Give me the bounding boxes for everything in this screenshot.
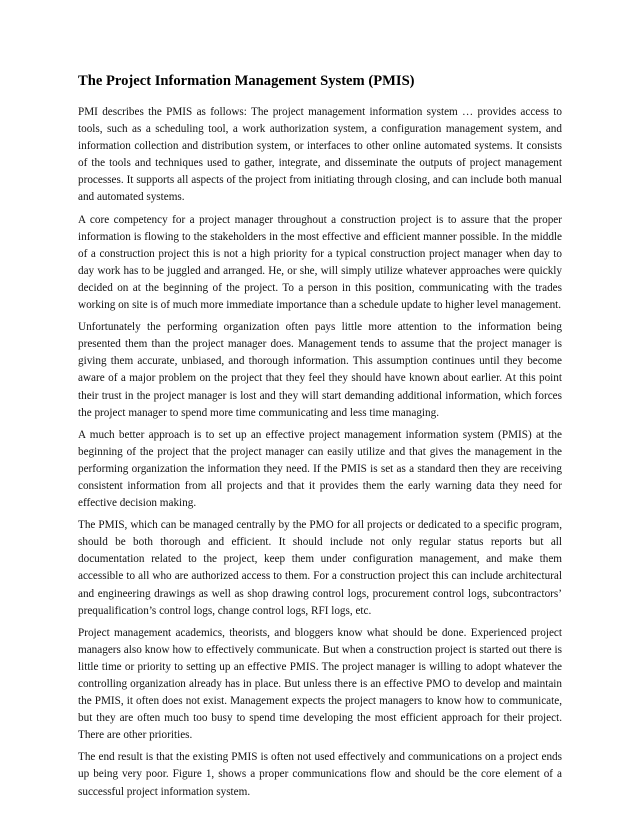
paragraph-core-competency: A core competency for a project manager throughout a construction project is to assure that the proper information is flowing to the stakeholders in the most effective and efficient manner possible. In the middle of a construction project this is not a high priority for a typical construction project manager when day to day work has to be juggled and arranged. He, or she, will simply utilize whatever approaches were quickly decided on at the beginning of the project. To a person in this position, communicating with the trades working on site is of much more immediate importance than a schedule update to higher level management.: [78, 213, 562, 312]
paragraph-performing-organization: Unfortunately the performing organization often pays little more attention to the information being presented them than the project manager does. Management tends to assume that the project manager is giving them accurate, unbiased, and thorough information. This assumption continues until they become aware of a major problem on the project that they feel they should have known about earlier. At this point their trust in the project manager is lost and they will start demanding additional information, which forces the project manager to spend more time communicating and less time managing.: [78, 321, 562, 419]
paragraph-pmis-management: The PMIS, which can be managed centrally by the PMO for all projects or dedicated to a specific program, should be both thorough and efficient. It should include not only regular status reports but all documentation related to the project, keep them under configuration management, and make them accessible to all who are authorized access to them. For a construction project this can include architectural and engineering drawings as well as shop drawing control logs, procurement control logs, subcontractors’ prequalification’s control logs, change control logs, RFI logs, etc.: [78, 519, 562, 617]
document-page: [78, 72, 562, 806]
paragraph-end-result: The end result is that the existing PMIS is often not used effectively and communications on a project ends up being very poor. Figure 1, shows a proper communications flow and should be the core element of a successful project information system.: [78, 751, 562, 798]
page-title: The Project Information Management System (PMIS): [78, 73, 415, 89]
paragraph-better-approach: A much better approach is to set up an effective project management information system (PMIS) at the beginning of the project that the project manager can easily utilize and that gives the management in the performing organization the information they need. If the PMIS is set as a standard then they are receiving consistent information from all projects and that it provides them the early warning data they need for effective decision making.: [78, 428, 562, 510]
paragraph-academics-theorists: Project management academics, theorists, and bloggers know what should be done. Experienced project managers also know how to effectively communicate. But when a construction project is started out there is little time or priority to setting up an effective PMIS. The project manager is willing to adopt whatever the controlling organization already has in place. But unless there is an effective PMO to develop and maintain the PMIS, it often does not exist. Management expects the project managers to know how to communicate, but they are often much too busy to spend time developing the most efficient approach for their project. There are other priorities.: [78, 626, 562, 742]
paragraph-pmi-definition: PMI describes the PMIS as follows: The project management information system … provides access to tools, such as a scheduling tool, a work authorization system, a configuration management system, and information collection and distribution system, or interfaces to other online automated systems. It consists of the tools and techniques used to gather, integrate, and disseminate the outputs of project management processes. It supports all aspects of the project from initiating through closing, and can include both manual and automated systems.: [78, 106, 562, 204]
